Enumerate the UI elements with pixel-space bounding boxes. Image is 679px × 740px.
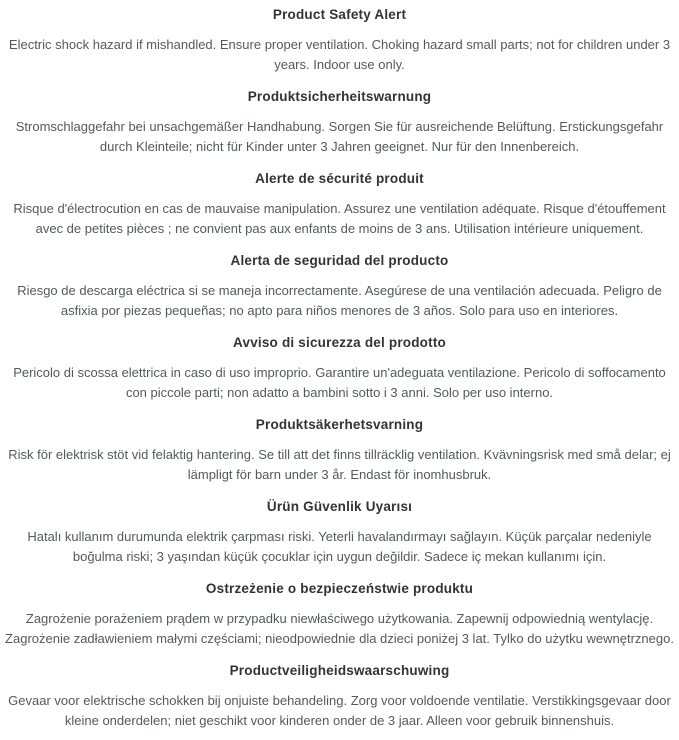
alert-heading-tr: Ürün Güvenlik Uyarısı — [266, 499, 413, 514]
alert-heading-pl: Ostrzeżenie o bezpieczeństwie produktu — [205, 581, 474, 596]
alert-heading-de: Produktsicherheitswarnung — [247, 89, 432, 104]
alert-body-tr: Hatalı kullanım durumunda elektrik çarpması riski. Yeterli havalandırmayı sağlayın. Küçük parçalar nedeniyle boğulma riski; 3 yaşından küçük çocuklar için uygun değildir. Sadece iç mekan kullanımı için. — [27, 529, 652, 564]
safety-alert-section-de — [4, 84, 675, 166]
alert-heading-en: Product Safety Alert — [272, 7, 407, 22]
alert-heading-es: Alerta de seguridad del producto — [230, 253, 449, 268]
alert-body-en: Electric shock hazard if mishandled. Ensure proper ventilation. Choking hazard small parts; not for children under 3 years. Indoor use only. — [8, 37, 671, 72]
alert-body-fr: Risque d'électrocution en cas de mauvaise manipulation. Assurez une ventilation adéquate. Risque d'étouffement avec de petites pièces ; ne convient pas aux enfants de moins de 3 ans. Utilisation intérieure uniquement. — [13, 201, 666, 236]
alert-heading-fr: Alerte de sécurité produit — [255, 171, 424, 186]
safety-alert-section-pl — [4, 576, 675, 658]
safety-alert-section-nl — [4, 658, 675, 740]
alert-body-nl: Gevaar voor elektrische schokken bij onjuiste behandeling. Zorg voor voldoende ventilatie. Verstikkingsgevaar door kleine onderdelen; niet geschikt voor kinderen onder de 3 jaar. Alleen voor gebruik binnenshuis. — [8, 693, 671, 728]
safety-alert-section-tr — [4, 494, 675, 576]
alert-body-pl: Zagrożenie porażeniem prądem w przypadku niewłaściwego użytkowania. Zapewnij odpowiednią wentylację. Zagrożenie zadławieniem małymi częściami; nieodpowiednie dla dzieci poniżej 3 lat. Tylko do użytku wewnętrznego. — [5, 611, 674, 646]
safety-alert-section-it — [4, 330, 675, 412]
alert-body-it: Pericolo di scossa elettrica in caso di uso improprio. Garantire un'adeguata ventilazione. Pericolo di soffocamento con piccole parti; non adatto a bambini sotto i 3 anni. Solo per uso interno. — [13, 365, 666, 400]
alert-heading-it: Avviso di sicurezza del prodotto — [233, 335, 446, 350]
safety-alert-section-es — [4, 248, 675, 330]
safety-alert-section-fr — [4, 166, 675, 248]
alert-heading-nl: Productveiligheidswaarschuwing — [229, 663, 450, 678]
safety-alert-section-sv — [4, 412, 675, 494]
alert-body-de: Stromschlaggefahr bei unsachgemäßer Handhabung. Sorgen Sie für ausreichende Belüftung. Erstickungsgefahr durch Kleinteile; nicht für Kinder unter 3 Jahren geeignet. Nur für den Innenbereich. — [15, 119, 664, 154]
alert-body-sv: Risk för elektrisk stöt vid felaktig hantering. Se till att det finns tillräcklig ventilation. Kvävningsrisk med små delar; ej lämpligt för barn under 3 år. Endast för inomhusbruk. — [8, 447, 671, 482]
safety-alert-section-en — [4, 2, 675, 84]
alert-heading-sv: Produktsäkerhetsvarning — [255, 417, 424, 432]
alert-body-es: Riesgo de descarga eléctrica si se maneja incorrectamente. Asegúrese de una ventilación adecuada. Peligro de asfixia por piezas pequeñas; no apto para niños menores de 3 años. Solo para uso en interiores. — [17, 283, 662, 318]
